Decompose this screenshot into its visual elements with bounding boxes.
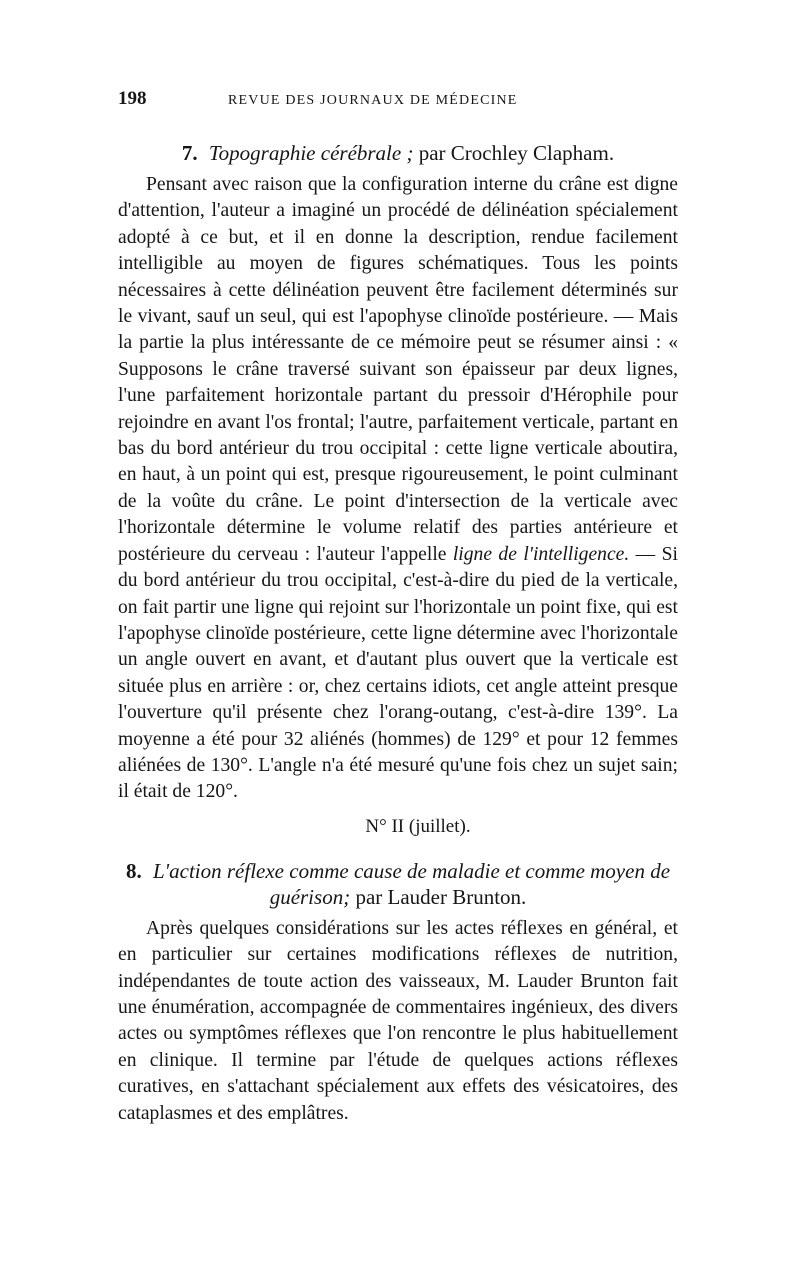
article-7-paragraph [118, 172, 678, 806]
document-page [118, 88, 678, 1127]
article-7-number: 7. [181, 141, 198, 165]
page-number: 198 [118, 88, 147, 109]
article-7-text-part2: — Si du bord antérieur du trou occipital, c'est-à-dire du pied de la verticale, on fait partir une ligne qui rejoint sur l'horizontale un point fixe, qui est l'apophyse clinoïde postérieure, cette ligne détermine avec l'horizontale un angle ouvert en avant, et d'autant plus ouvert que la verticale est située plus en arrière : or, chez certains idiots, cet angle atteint presque l'ouverture qu'il présente chez l'orang-outang, c'est-à-dire 139°. La moyenne a été pour 32 aliénés (hommes) de 129° et pour 12 femmes aliénées de 130°. L'angle n'a été mesuré qu'une fois chez un sujet sain; il était de 120°. [118, 543, 678, 803]
article-7-text-part1: Pensant avec raison que la configuration interne du crâne est digne d'attention, l'auteur a imaginé un procédé de délinéation spécialement adopté à ce but, et il en donne la description, rendue facilement intelligible au moyen de figures schématiques. Tous les points nécessaires à cette délinéation peuvent être facilement déterminés sur le vivant, sauf un seul, qui est l'apophyse clinoïde postérieure. — Mais la partie la plus intéressante de ce mémoire peut se résumer ainsi : « Supposons le crâne traversé suivant son épaisseur par deux lignes, l'une parfaitement horizontale partant du pressoir d'Hérophile pour rejoindre en avant l'os frontal; l'autre, parfaitement verticale, partant en bas du bord antérieur du trou occipital : cette ligne verticale aboutira, en haut, à un point qui est, presque rigoureusement, le point culminant de la voûte du crâne. Le point d'intersection de la verticale avec l'horizontale détermine le volume relatif des parties antérieure et postérieure du cerveau : l'auteur l'appelle [118, 174, 678, 565]
issue-label: N° II (juillet). [365, 815, 471, 837]
article-8-paragraph: Après quelques considérations sur les actes réflexes en général, et en particulier sur certaines modifications réflexes de nutrition, indépendantes de toute action des vaisseaux, M. Lauder Brunton fait une énumération, accompagnée de commentaires ingénieux, des divers actes ou symptômes réflexes que l'on rencontre le plus habituellement en clinique. Il termine par l'étude de quelques actions réflexes curatives, en s'attachant spécialement aux effets des vésicatoires, des cataplasmes et des emplâtres. [118, 917, 678, 1124]
article-8-author: par Lauder Brunton. [355, 884, 527, 909]
running-header [118, 88, 678, 118]
article-7-term: ligne de l'intelligence. [452, 543, 630, 565]
article-7-author: par Crochley Clapham. [418, 141, 615, 165]
article-8-number: 8. [125, 858, 142, 883]
article-7-title: Topographie cérébrale ; [208, 141, 414, 165]
article-8-title: L'action réflexe comme cause de maladie et comme moyen de guérison; [152, 858, 671, 909]
journal-title: REVUE DES JOURNAUX DE MÉDECINE [228, 93, 518, 108]
article-7-heading [118, 140, 678, 166]
article-8-heading [118, 858, 678, 910]
